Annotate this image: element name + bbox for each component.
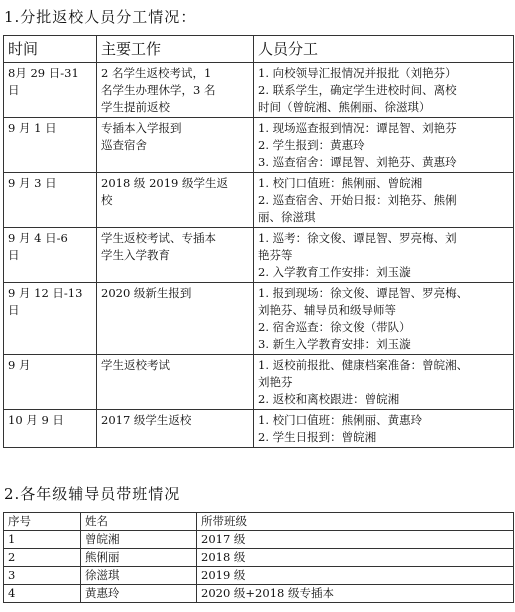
cell-line: 学生入学教育 [101,248,170,262]
name-cell: 黄惠玲 [81,585,197,603]
counselor-class-table [3,512,514,603]
time-cell [4,63,97,118]
cell-line: 9 月 3 日 [8,176,57,190]
name-cell: 曾皖湘 [81,531,197,549]
header-staff: 人员分工 [254,36,514,63]
cell-line: 学生提前返校 [101,100,170,114]
cell-line: 2 名学生返校考试，1 [101,66,212,80]
class-cell: 2017 级 [197,531,514,549]
table-header-row [4,36,514,63]
time-cell [4,355,97,410]
cell-line: 1. 向校领导汇报情况并报批（刘艳芬） [258,66,457,80]
table-row [4,118,514,173]
work-cell [97,410,254,448]
cell-line: 2018 级 2019 级学生返 [101,176,228,190]
cell-line: 9 月 1 日 [8,121,57,135]
cell-line: 2017 级学生返校 [101,413,192,427]
cell-line: 1. 巡考：徐文俊、谭昆智、罗亮梅、刘 [258,231,457,245]
staff-cell [254,118,514,173]
name-cell: 熊俐丽 [81,549,197,567]
staff-assignment-table [3,35,514,448]
cell-line: 8月 29 日-31 [8,66,79,80]
cell-line: 2020 级新生报到 [101,286,192,300]
cell-line: 9 月 4 日-6 [8,231,68,245]
cell-line: 刘艳芬、辅导员和级导师等 [258,303,396,317]
number-cell: 3 [4,567,81,585]
cell-line: 丽、徐滋琪 [258,210,316,224]
table-row [4,283,514,355]
table-row [4,355,514,410]
time-cell [4,410,97,448]
cell-line: 学生返校考试 [101,358,170,372]
work-cell [97,173,254,228]
staff-cell [254,173,514,228]
time-cell [4,118,97,173]
cell-line: 校 [101,193,113,207]
cell-line: 专插本入学报到 [101,121,182,135]
number-cell: 4 [4,585,81,603]
staff-cell [254,63,514,118]
cell-line: 3. 新生入学教育安排：刘玉漩 [258,337,411,351]
cell-line: 日 [8,303,20,317]
class-cell: 2020 级+2018 级专插本 [197,585,514,603]
name-cell: 徐滋琪 [81,567,197,585]
cell-line: 2. 入学教育工作安排：刘玉漩 [258,265,411,279]
staff-cell [254,228,514,283]
work-cell [97,118,254,173]
section-1-title: 1.分批返校人员分工情况： [4,8,197,26]
time-cell [4,283,97,355]
cell-line: 9 月 12 日-13 [8,286,83,300]
class-cell: 2019 级 [197,567,514,585]
cell-line: 2. 学生日报到：曾皖湘 [258,430,377,444]
number-cell: 1 [4,531,81,549]
cell-line: 10 月 9 日 [8,413,64,427]
cell-line: 2. 返校和离校跟进：曾皖湘 [258,392,400,406]
time-cell [4,173,97,228]
class-cell: 2018 级 [197,549,514,567]
header-class: 所带班级 [197,513,514,531]
table-row [4,549,514,567]
cell-line: 名学生办理休学，3 名 [101,83,216,97]
cell-line: 刘艳芬 [258,375,293,389]
table-row [4,228,514,283]
cell-line: 时间（曾皖湘、熊俐丽、徐滋琪） [258,100,431,114]
cell-line: 1. 现场巡查报到情况：谭昆智、刘艳芬 [258,121,457,135]
cell-line: 艳芬等 [258,248,293,262]
header-number: 序号 [4,513,81,531]
table-row [4,410,514,448]
header-main-work: 主要工作 [97,36,254,63]
cell-line: 2. 学生报到：黄惠玲 [258,138,365,152]
table-row [4,63,514,118]
cell-line: 2. 宿舍巡查：徐文俊（带队） [258,320,411,334]
cell-line: 日 [8,83,20,97]
section-2-title: 2.各年级辅导员带班情况 [4,485,181,503]
header-name: 姓名 [81,513,197,531]
cell-line: 1. 报到现场：徐文俊、谭昆智、罗亮梅、 [258,286,469,300]
table-row [4,173,514,228]
staff-cell [254,410,514,448]
table-row [4,567,514,585]
table-row [4,531,514,549]
time-cell [4,228,97,283]
number-cell: 2 [4,549,81,567]
cell-line: 1. 校门口值班：熊俐丽、曾皖湘 [258,176,423,190]
work-cell [97,283,254,355]
staff-cell [254,283,514,355]
cell-line: 学生返校考试、专插本 [101,231,216,245]
work-cell [97,63,254,118]
work-cell [97,228,254,283]
cell-line: 2. 巡查宿舍、开始日报：刘艳芬、熊俐 [258,193,457,207]
cell-line: 2. 联系学生，确定学生进校时间、离校 [258,83,457,97]
staff-cell [254,355,514,410]
table-row [4,585,514,603]
header-time: 时间 [4,36,97,63]
cell-line: 巡查宿舍 [101,138,147,152]
work-cell [97,355,254,410]
cell-line: 1. 校门口值班：熊俐丽、黄惠玲 [258,413,423,427]
cell-line: 3. 巡查宿舍：谭昆智、刘艳芬、黄惠玲 [258,155,457,169]
cell-line: 1. 返校前报批、健康档案准备：曾皖湘、 [258,358,469,372]
table-header-row [4,513,514,531]
cell-line: 9 月 [8,358,31,372]
cell-line: 日 [8,248,20,262]
